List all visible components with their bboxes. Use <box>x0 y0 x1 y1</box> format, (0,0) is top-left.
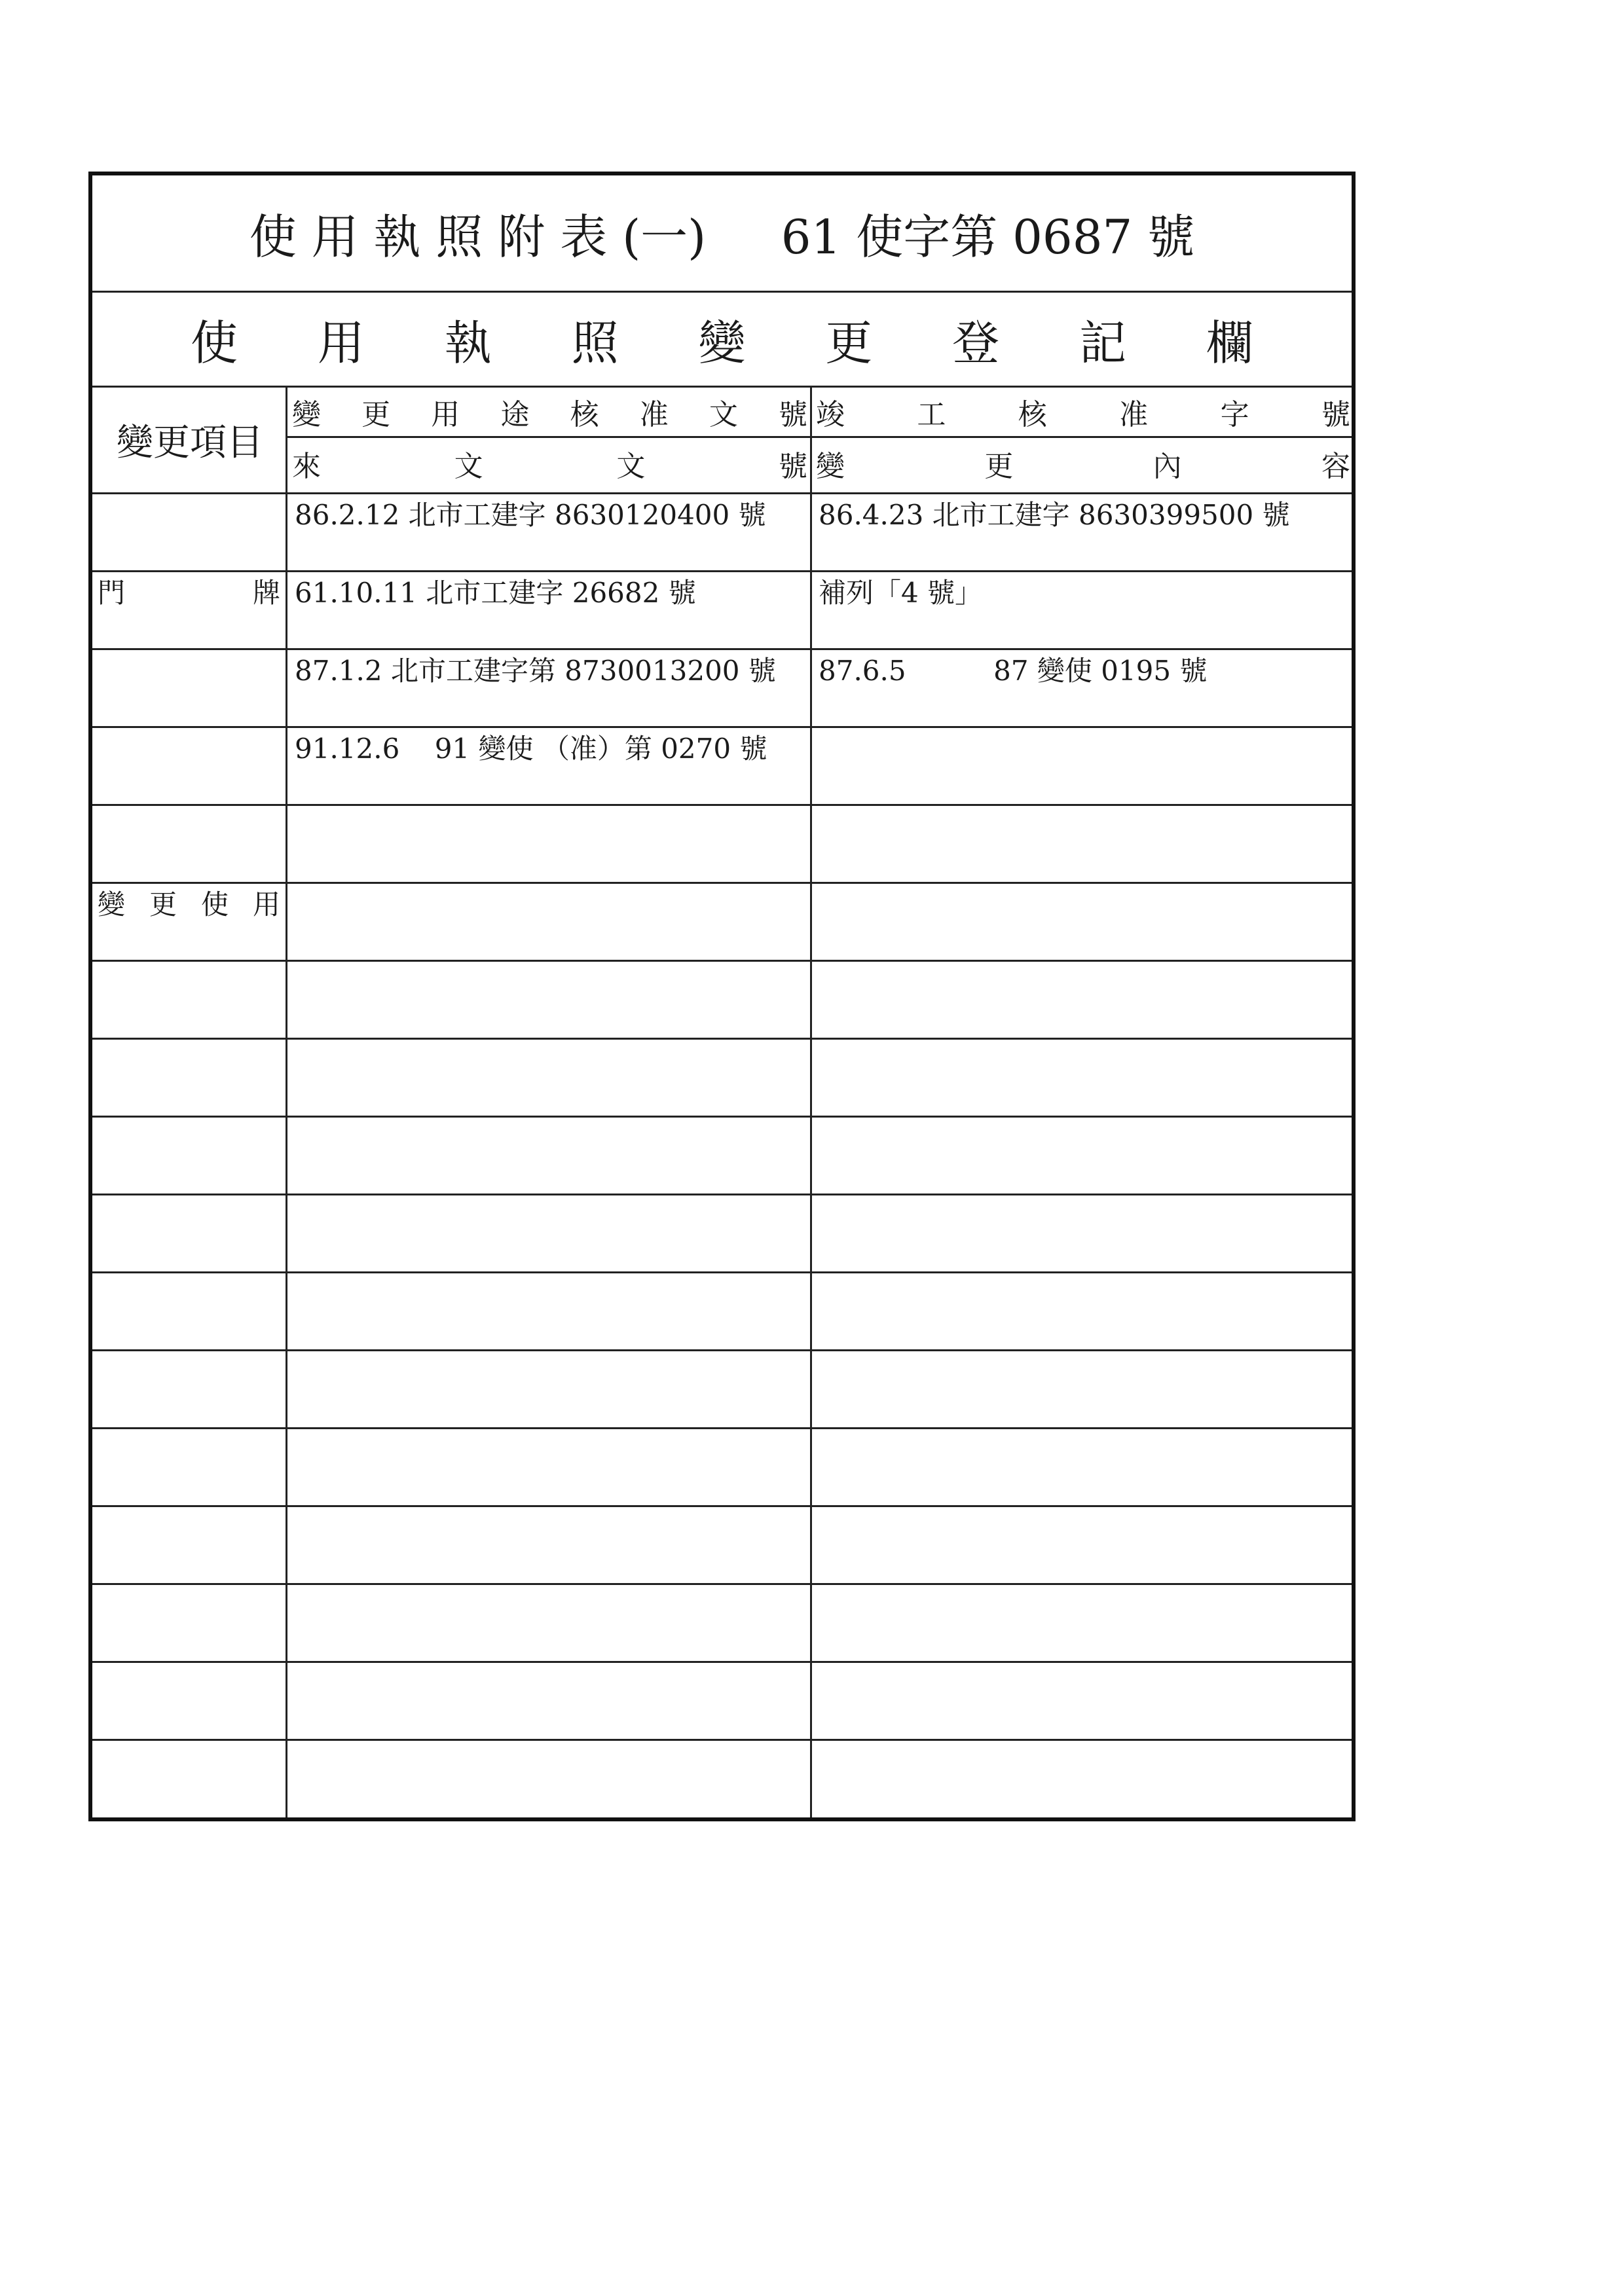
row-divider <box>92 1038 1352 1040</box>
row-6-approval <box>289 886 810 958</box>
subtitle-char: 使 <box>191 316 238 371</box>
item-char: 更 <box>149 888 177 920</box>
header-char: 文 <box>709 398 738 431</box>
header-char: 途 <box>500 398 530 431</box>
header-char: 容 <box>1321 450 1350 483</box>
row-1-approval: 86.2.12 北市工建字 8630120400 號 <box>295 499 766 531</box>
row-5-approval <box>289 808 810 880</box>
item-char: 牌 <box>252 577 280 609</box>
header-item-label: 變更項目 <box>117 422 263 464</box>
row-divider <box>92 1116 1352 1118</box>
subtitle-char: 更 <box>825 316 873 371</box>
row-2-item <box>92 574 286 646</box>
row-1-item <box>92 496 286 568</box>
subtitle-char: 欄 <box>1206 316 1253 371</box>
subtitle-char: 變 <box>698 316 746 371</box>
row-divider <box>92 1739 1352 1741</box>
row-3-item <box>92 652 286 724</box>
header-char: 變 <box>292 398 321 431</box>
header-char: 核 <box>1018 398 1047 431</box>
row-divider <box>92 882 1352 884</box>
divider <box>92 492 1352 494</box>
row-3-completion: 87.6.5 87 變使 0195 號 <box>819 655 1208 687</box>
item-char: 用 <box>252 888 280 920</box>
form-title-row <box>92 175 1352 291</box>
header-char: 號 <box>1321 398 1350 431</box>
row-1-completion: 86.4.23 北市工建字 8630399500 號 <box>819 499 1290 531</box>
header-char: 用 <box>431 398 460 431</box>
row-divider <box>92 1271 1352 1273</box>
column-divider <box>286 388 287 1817</box>
header-char: 號 <box>778 398 807 431</box>
item-char: 使 <box>200 888 229 920</box>
subtitle-row <box>92 293 1352 386</box>
subtitle-char: 記 <box>1079 316 1127 371</box>
header-char: 號 <box>778 450 807 483</box>
header-char: 內 <box>1153 450 1182 483</box>
item-char: 變 <box>98 888 126 920</box>
row-4-completion <box>813 730 1353 802</box>
subtitle-char: 用 <box>317 316 365 371</box>
row-divider <box>92 726 1352 728</box>
row-6-item <box>92 886 286 958</box>
header-char: 更 <box>984 450 1014 483</box>
header-char: 工 <box>917 398 946 431</box>
row-divider <box>92 1349 1352 1351</box>
header-char: 更 <box>361 398 391 431</box>
row-divider <box>92 1194 1352 1195</box>
subtitle-char: 登 <box>952 316 1000 371</box>
row-divider <box>92 1427 1352 1429</box>
header-char: 准 <box>1119 398 1149 431</box>
row-divider <box>92 1661 1352 1663</box>
header-char: 文 <box>616 450 646 483</box>
subtitle-char: 照 <box>571 316 619 371</box>
row-divider <box>92 1505 1352 1507</box>
header-char: 變 <box>816 450 845 483</box>
row-2-approval: 61.10.11 北市工建字 26682 號 <box>295 577 696 609</box>
form-title: 使 用 執 照 附 表 (一) 61 使字第 0687 號 <box>249 210 1195 264</box>
header-char: 文 <box>454 450 483 483</box>
subtitle-char: 執 <box>444 316 492 371</box>
row-divider <box>92 804 1352 806</box>
header-completion-top <box>813 388 1353 436</box>
license-form <box>88 172 1356 1821</box>
row-5-completion <box>813 808 1353 880</box>
header-completion-bottom <box>813 439 1353 488</box>
header-char: 竣 <box>816 398 845 431</box>
row-2-completion: 補列「4 號」 <box>819 577 983 609</box>
row-3-approval: 87.1.2 北市工建字第 8730013200 號 <box>295 655 776 687</box>
column-divider <box>810 388 812 1817</box>
row-6-completion <box>813 886 1353 958</box>
row-4-approval: 91.12.6 91 變使 （准）第 0270 號 <box>295 733 767 765</box>
row-divider <box>92 1583 1352 1585</box>
row-divider <box>92 960 1352 962</box>
row-5-item <box>92 808 286 880</box>
row-divider <box>92 648 1352 650</box>
row-4-item <box>92 730 286 802</box>
divider <box>287 436 1352 438</box>
item-char: 門 <box>98 577 126 609</box>
header-char: 來 <box>292 450 321 483</box>
header-approval-top <box>289 388 810 436</box>
header-char: 字 <box>1220 398 1249 431</box>
row-divider <box>92 570 1352 572</box>
header-char: 准 <box>639 398 669 431</box>
header-char: 核 <box>570 398 599 431</box>
subtitle <box>92 305 1352 373</box>
header-approval-bottom <box>289 439 810 488</box>
